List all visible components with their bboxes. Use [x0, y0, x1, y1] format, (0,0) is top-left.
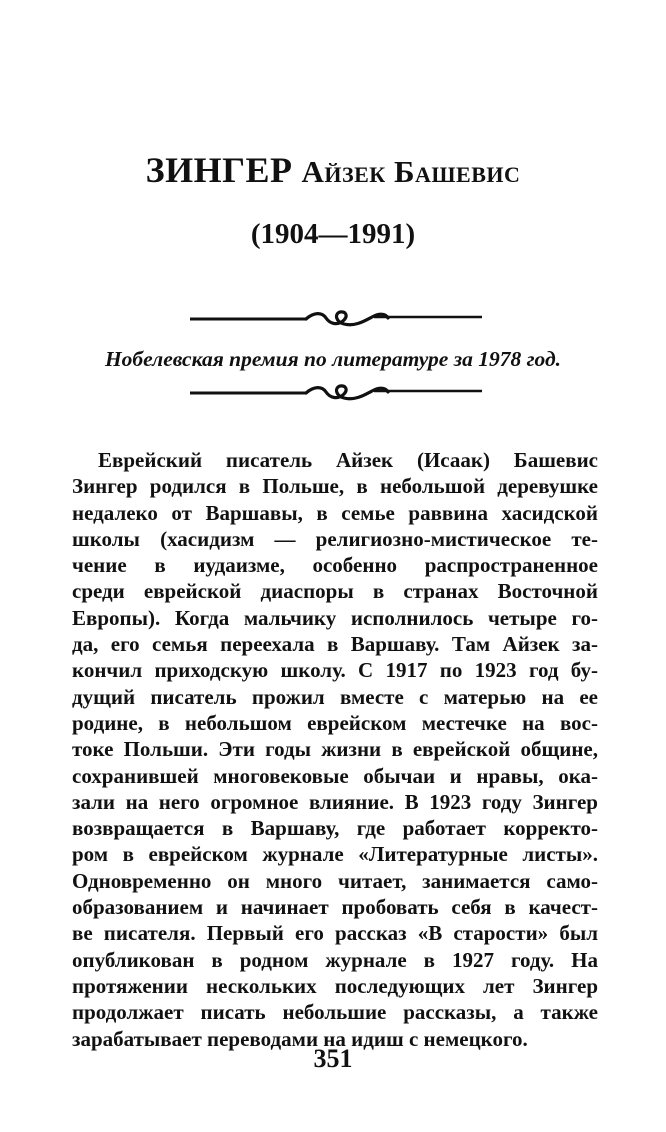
text-line: Одновременно он много читает, занимается само- — [72, 868, 598, 893]
text-line: школы (хасидизм — религиозно-мистическое те- — [72, 526, 598, 551]
text-line: среди еврейской диаспоры в странах Восточной — [72, 579, 598, 604]
text-line: зали на него огромное влияние. В 1923 году Зингер — [72, 789, 598, 814]
text-line: токе Польши. Эти годы жизни в еврейской общине, — [72, 737, 598, 762]
page-title — [0, 148, 666, 194]
text-line: сохранившей многовековые обычаи и нравы, ока- — [72, 763, 598, 788]
author-given-names: Айзек Башевис — [301, 154, 521, 189]
text-line: ром в еврейском журнале «Литературные листы». — [72, 842, 598, 867]
text-line: возвращается в Варшаву, где работает корректо- — [72, 816, 598, 841]
text-line: Зингер родился в Польше, в небольшой деревушке — [72, 474, 598, 499]
ornament-divider-top — [188, 306, 484, 332]
biography-paragraph — [72, 447, 598, 1052]
author-life-years: (1904—1991) — [250, 218, 416, 250]
text-line: образованием и начинает пробовать себя в качест- — [72, 895, 598, 920]
text-line: чение в иудаизме, особенно распространенное — [72, 553, 598, 578]
text-line: Европы). Когда мальчику исполнилось четыре го- — [72, 605, 598, 630]
text-line: продолжает писать небольшие рассказы, а также — [72, 1000, 598, 1025]
text-line: протяжении нескольких последующих лет Зингер — [72, 973, 598, 998]
text-line: ве писателя. Первый его рассказ «В старости» был — [72, 921, 598, 946]
text-line: дущий писатель прожил вместе с матерью на ее — [72, 684, 598, 709]
nobel-prize-subtitle: Нобелевская премия по литературе за 1978 год. — [104, 347, 562, 371]
text-line: кончил приходскую школу. С 1917 по 1923 год бу- — [72, 658, 598, 683]
author-surname: ЗИНГЕР — [145, 150, 293, 190]
text-line: да, его семья переехала в Варшаву. Там Айзек за- — [72, 632, 598, 657]
ornament-divider-bottom — [188, 380, 484, 406]
text-line: опубликован в родном журнале в 1927 году. На — [72, 947, 598, 972]
text-line: родине, в небольшом еврейском местечке на вос- — [72, 710, 598, 735]
page-number: 351 — [313, 1044, 353, 1073]
text-line: Еврейский писатель Айзек (Исаак) Башевис — [98, 448, 598, 472]
text-line: недалеко от Варшавы, в семье раввина хасидской — [72, 500, 598, 525]
text-line: зарабатывает переводами на идиш с немецкого. — [72, 1026, 528, 1051]
